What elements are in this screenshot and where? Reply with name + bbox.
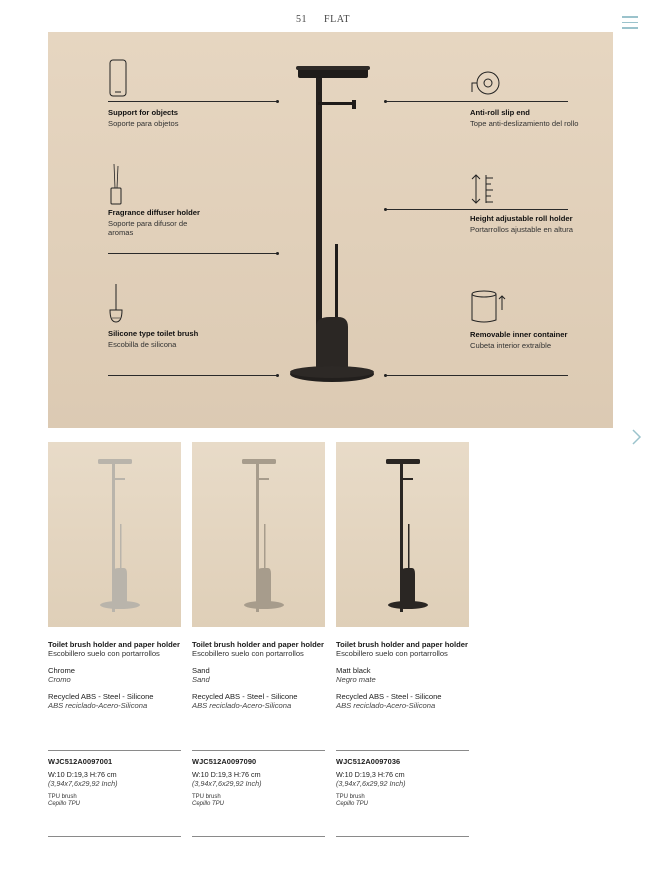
feature-support [108,108,203,128]
product-dimensions [336,771,406,788]
chevron-right-icon[interactable] [630,428,642,446]
product-info [192,640,325,711]
feature-title: Height adjustable roll holder [470,214,573,223]
feature-title: Fragrance diffuser holder [108,208,200,217]
brush-note [336,794,368,808]
dims-inch: (3,94x7,6x29,92 Inch) [336,778,406,788]
product-material: Recycled ABS - Steel - Silicone [48,691,154,701]
feature-antiroll [470,108,580,128]
product-material: Recycled ABS - Steel - Silicone [336,691,442,701]
product-code: WJC512A0097090 [192,757,257,766]
feature-title: Anti-roll slip end [470,108,530,117]
container-icon [468,288,508,326]
product-dimensions [48,771,118,788]
product-code: WJC512A0097036 [336,757,401,766]
height-ruler-icon [468,172,498,206]
leader-line [386,101,568,102]
dims-cm: W:10 D:19,3 H:76 cm [192,770,261,779]
page-header [0,14,646,25]
product-finish: Chrome [48,665,76,675]
product-info [48,640,181,711]
product-material-es: ABS reciclado-Acero-Silicona [48,701,148,711]
leader-line [386,209,568,210]
divider [192,750,325,751]
feature-subtitle: Escobilla de silicona [108,340,177,350]
product-thumbnail-sand[interactable] [192,442,325,627]
product-finish: Matt black [336,665,371,675]
feature-title: Silicone type toilet brush [108,329,199,338]
product-name: Toilet brush holder and paper holder [48,640,180,649]
phone-icon [108,58,128,98]
toilet-brush-icon [106,282,126,326]
feature-subtitle: Cubeta interior extraíble [470,341,552,351]
feature-subtitle: Soporte para difusor de aromas [108,219,188,238]
feature-diffuser [108,208,203,237]
diffuser-sticks-icon [106,162,126,208]
brush-note [48,794,80,808]
brush-en: TPU brush [48,794,77,800]
product-thumbnail-black[interactable] [336,442,469,627]
feature-subtitle: Portarrollos ajustable en altura [470,225,573,235]
hamburger-menu-icon[interactable] [622,16,638,30]
leader-line [386,375,568,376]
product-thumbnail-chrome[interactable] [48,442,181,627]
product-finish-es: Cromo [48,675,71,685]
brush-es: Cepillo TPU [336,801,369,808]
product-thumbnail-illustration [192,442,325,627]
hero-feature-image [48,32,613,428]
feature-title: Removable inner container [470,330,568,339]
divider [336,836,469,837]
product-info [336,640,469,711]
feature-subtitle: Tope anti-deslizamiento del rollo [470,119,579,129]
dims-inch: (3,94x7,6x29,92 Inch) [48,778,118,788]
product-finish-es: Negro mate [336,675,376,685]
brush-es: Cepillo TPU [48,801,81,808]
product-material-es: ABS reciclado-Acero-Silicona [336,701,436,711]
product-name-es: Escobillero suelo con portarrollos [336,649,448,659]
paper-roll-icon [468,68,508,98]
divider [192,836,325,837]
product-code: WJC512A0097001 [48,757,113,766]
brush-note [192,794,224,808]
product-name: Toilet brush holder and paper holder [336,640,468,649]
feature-container [470,330,580,350]
dims-cm: W:10 D:19,3 H:76 cm [336,770,405,779]
leader-dot [276,100,279,103]
product-thumbnail-illustration [336,442,469,627]
product-finish: Sand [192,665,210,675]
product-name-es: Escobillero suelo con portarrollos [192,649,304,659]
divider [336,750,469,751]
product-name: Toilet brush holder and paper holder [192,640,324,649]
collection-name: FLAT [324,14,350,25]
brush-en: TPU brush [336,794,365,800]
feature-title: Support for objects [108,108,179,117]
divider [48,836,181,837]
product-dimensions [192,771,262,788]
leader-line [108,375,278,376]
leader-line [108,101,278,102]
leader-dot [384,374,387,377]
product-illustration [278,62,388,392]
brush-es: Cepillo TPU [192,801,225,808]
feature-height [470,214,580,234]
leader-dot [384,100,387,103]
product-name-es: Escobillero suelo con portarrollos [48,649,160,659]
product-finish-es: Sand [192,675,210,685]
dims-inch: (3,94x7,6x29,92 Inch) [192,778,262,788]
product-material: Recycled ABS - Steel - Silicone [192,691,298,701]
product-thumbnail-illustration [48,442,181,627]
feature-brush [108,329,203,349]
leader-line [108,253,278,254]
leader-dot [384,208,387,211]
dims-cm: W:10 D:19,3 H:76 cm [48,770,117,779]
leader-dot [276,374,279,377]
page-number: 51 [296,14,308,25]
leader-dot [276,252,279,255]
feature-subtitle: Soporte para objetos [108,119,179,129]
divider [48,750,181,751]
product-material-es: ABS reciclado-Acero-Silicona [192,701,292,711]
brush-en: TPU brush [192,794,221,800]
